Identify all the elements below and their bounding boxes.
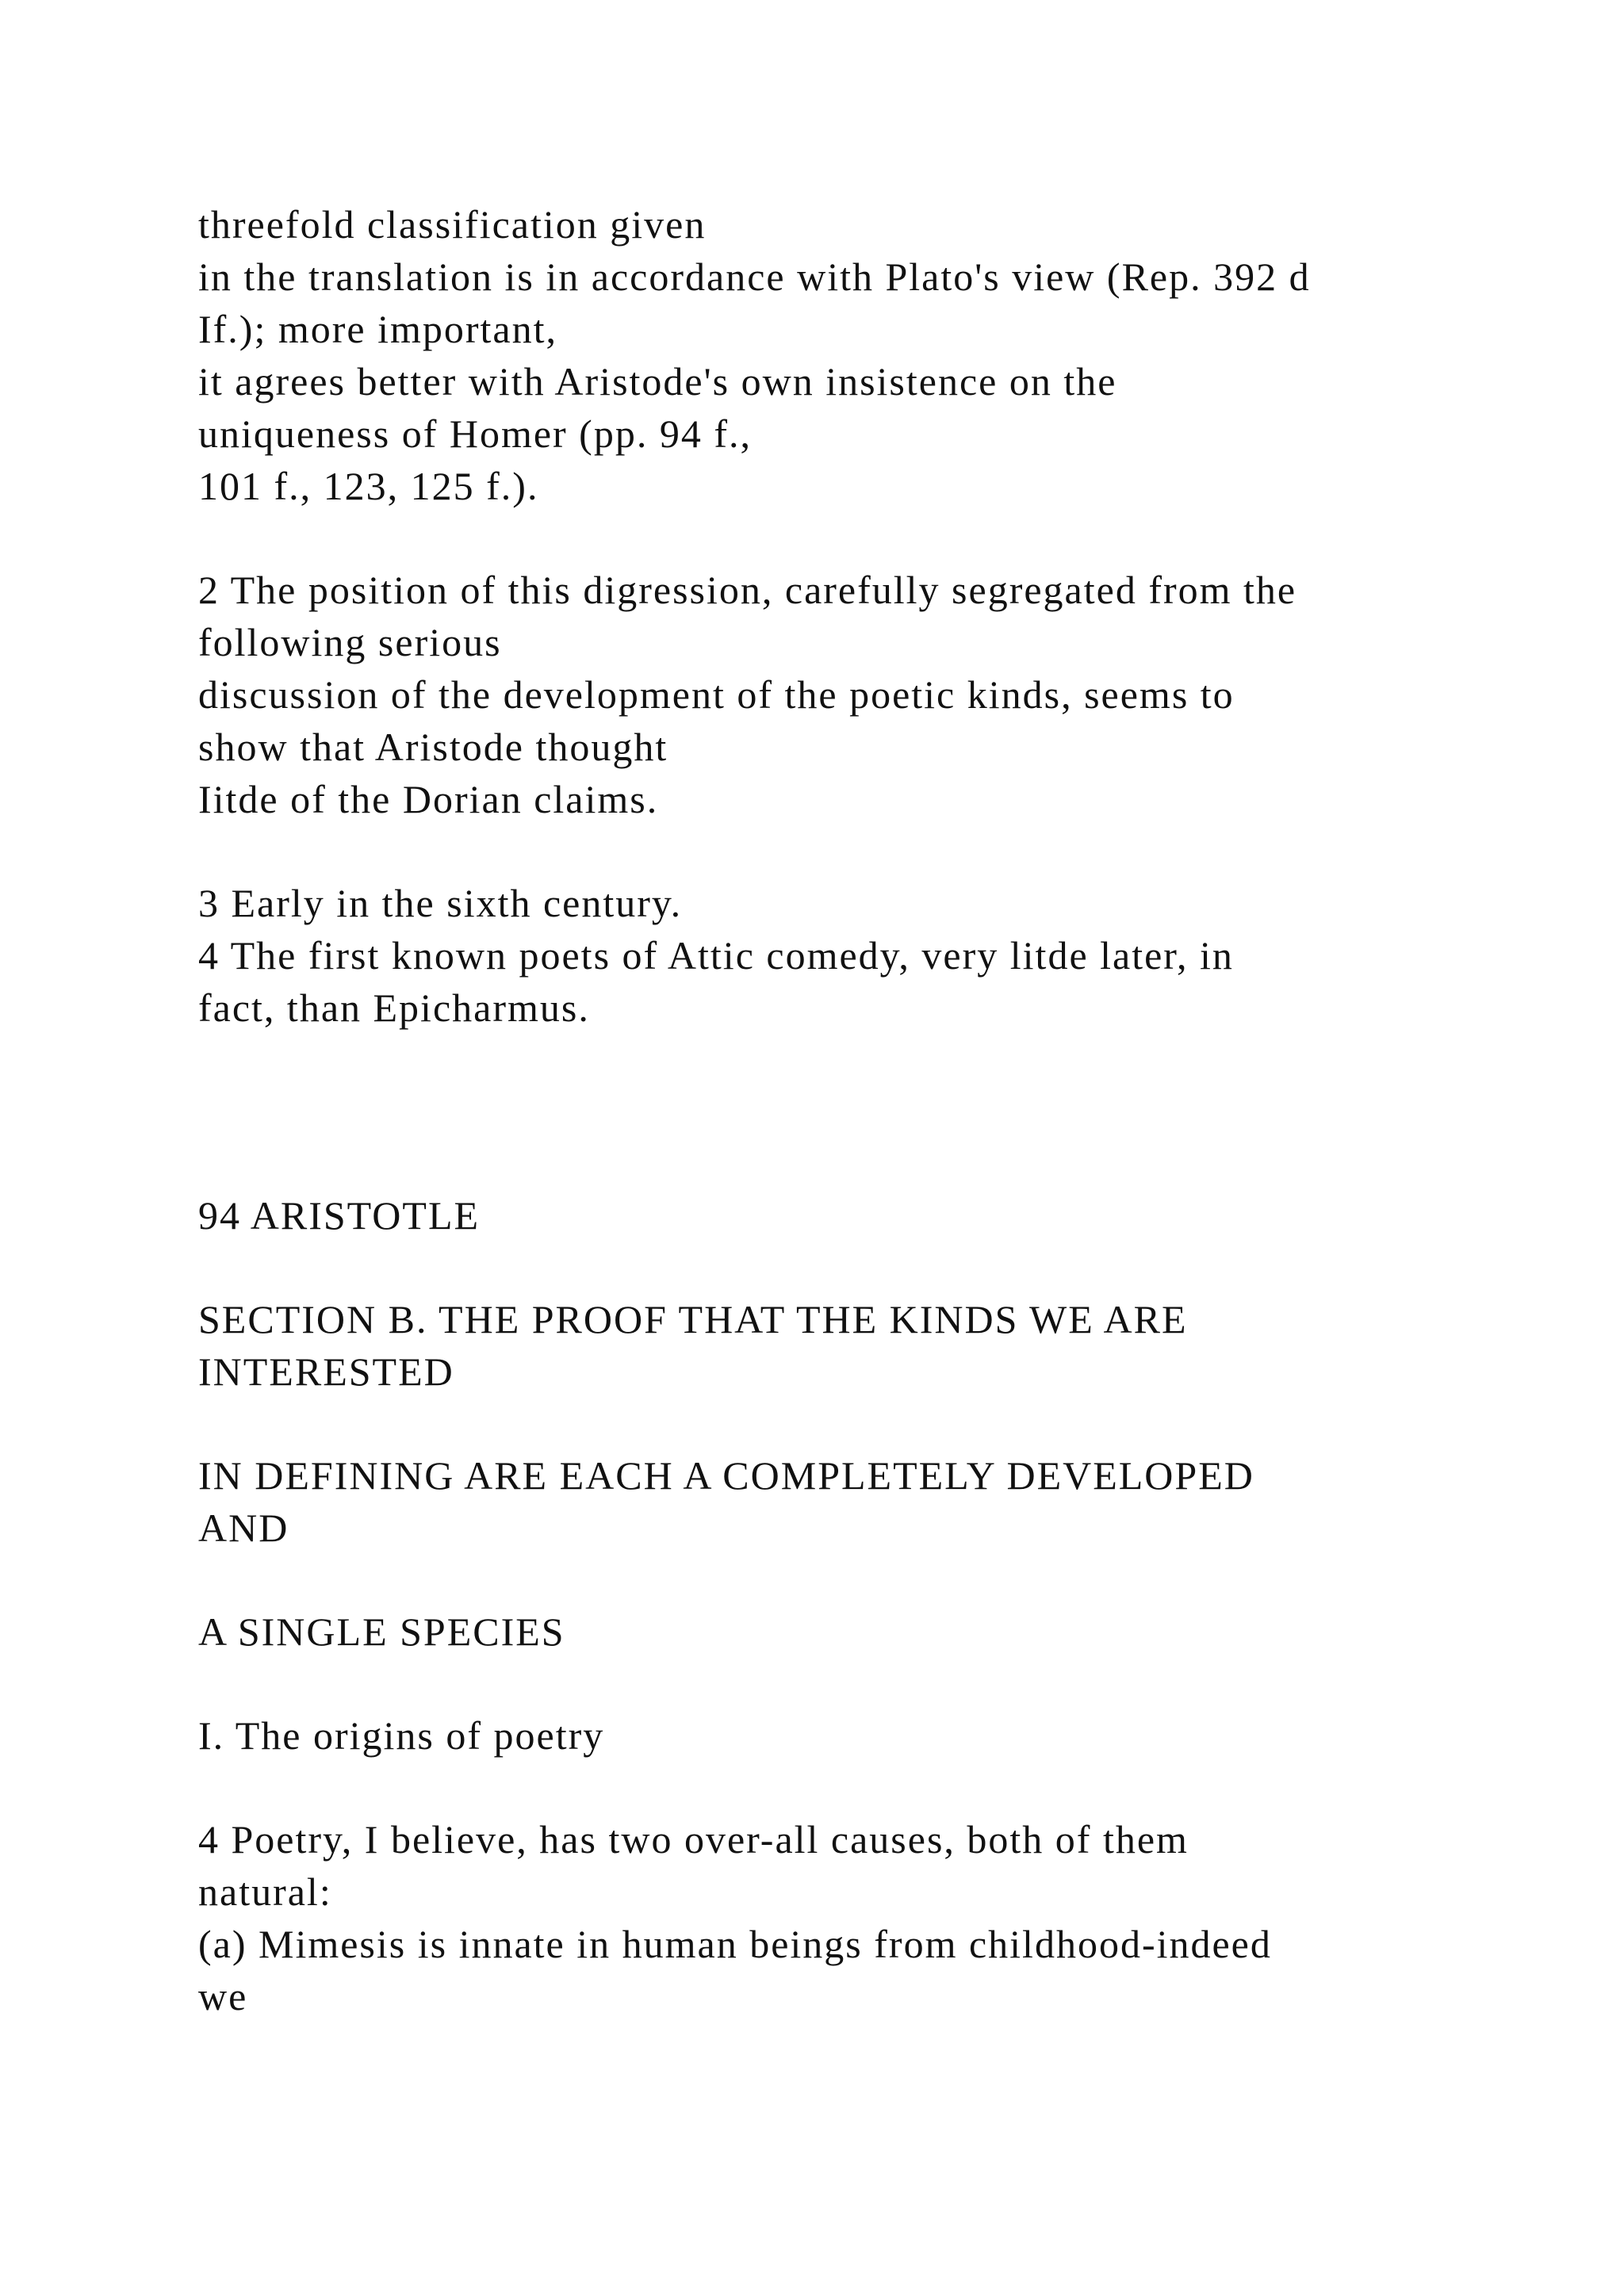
text-line: in the translation is in accordance with Plato's view (Rep. 392 d [198,254,1311,299]
section-heading: INTERESTED [198,1349,454,1394]
text-line: show that Aristode thought [198,725,668,769]
subsection-heading: I. The origins of poetry [198,1713,605,1758]
section-heading: AND [198,1506,289,1550]
text-line: 4 Poetry, I believe, has two over-all causes, both of them [198,1817,1189,1862]
text-line: If.); more important, [198,307,557,351]
running-header: 94 ARISTOTLE [198,1193,481,1238]
text-line: it agrees better with Aristode's own insistence on the [198,359,1117,404]
section-heading: A SINGLE SPECIES [198,1609,565,1654]
section-heading: SECTION B. THE PROOF THAT THE KINDS WE ARE [198,1297,1188,1341]
text-line: 2 The position of this digression, carefully segregated from the [198,568,1297,612]
text-line: 101 f., 123, 125 f.). [198,464,539,508]
text-line: 3 Early in the sixth century. [198,881,683,925]
text-line: natural: [198,1869,332,1914]
section-heading: IN DEFINING ARE EACH A COMPLETELY DEVELOPED [198,1453,1254,1498]
text-line: threefold classification given [198,202,707,247]
text-line: following serious [198,620,502,664]
text-line: uniqueness of Homer (pp. 94 f., [198,411,752,456]
text-line: discussion of the development of the poetic kinds, seems to [198,672,1235,717]
text-line: we [198,1974,248,2019]
text-line: (a) Mimesis is innate in human beings from childhood-indeed [198,1922,1272,1966]
text-line: fact, than Epicharmus. [198,985,590,1030]
text-line: 4 The first known poets of Attic comedy, very litde later, in [198,933,1234,978]
text-line: Iitde of the Dorian claims. [198,777,659,821]
